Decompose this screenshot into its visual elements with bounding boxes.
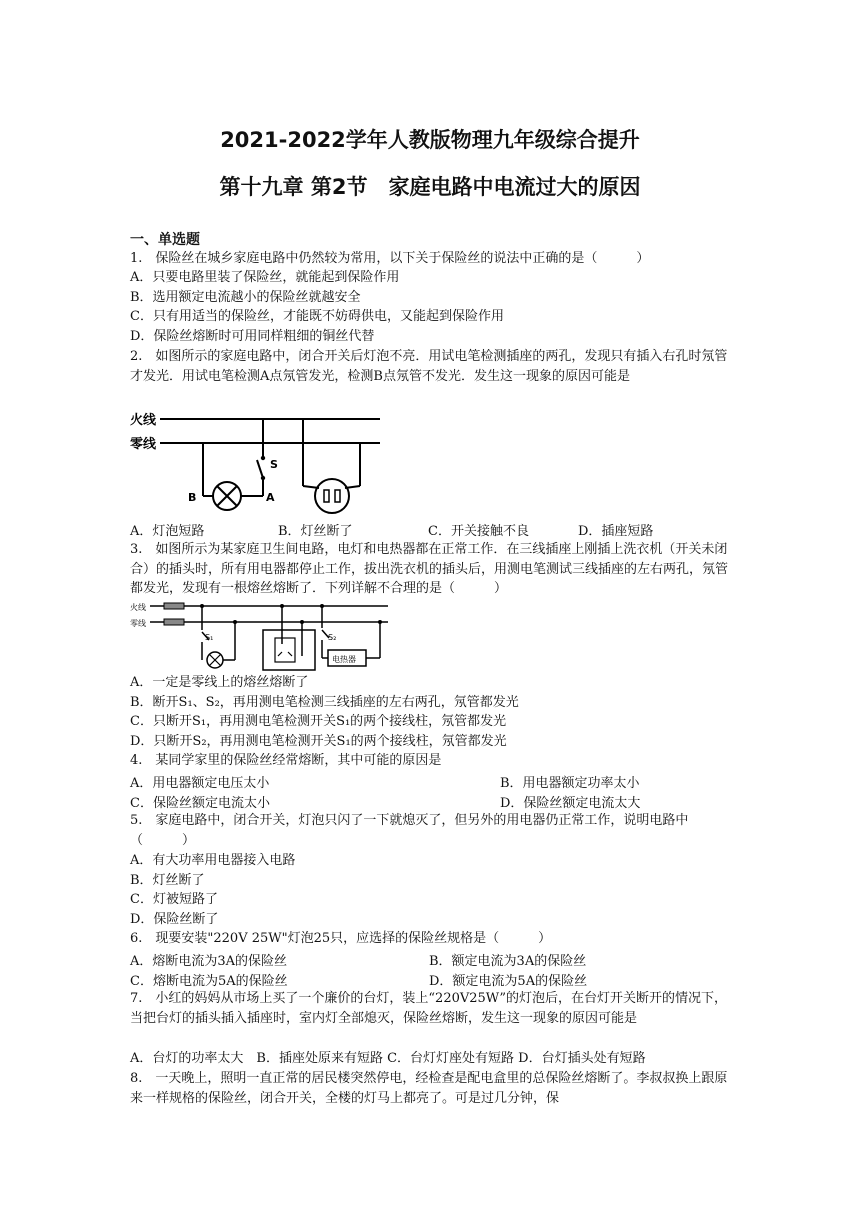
point-a-label: A (266, 491, 275, 504)
document-title: 2021-2022学年人教版物理九年级综合提升 (220, 128, 640, 152)
neutral-wire-label: 零线 (130, 437, 157, 452)
q6-stem: 6. 现要安装"220V 25W"灯泡25只，应选择的保险丝规格是（ ） (130, 931, 552, 946)
q5-option-a: A．有大功率用电器接入电路 (130, 853, 296, 868)
q3-option-c: C．只断开S₁，再用测电笔检测开关S₁的两个接线柱，氖管都发光 (130, 714, 507, 729)
q5-option-b: B．灯丝断了 (130, 873, 205, 888)
point-b-label: B (188, 491, 197, 504)
switch-s1-label: S₁ (205, 633, 214, 642)
q6-option-a: A．熔断电流为3A的保险丝 (130, 954, 288, 969)
q7-options: A．台灯的功率太大 B．插座处原来有短路 C．台灯灯座处有短路 D．台灯插头处有短路 (130, 1051, 646, 1066)
q5-stem: 5. 家庭电路中，闭合开关，灯泡只闪了一下就熄灭了，但另外的用电器仍正常工作，说明电路中（ ） (130, 813, 689, 848)
q3-stem: 3. 如图所示为某家庭卫生间电路，电灯和电热器都在正常工作．在三线插座上刚插上洗衣机（开关未闭合）的插头时，所有用电器都停止工作，拔出洗衣机的插头后，用测电笔测试三线插座的左右两孔，氖管都发光，发现有一根熔丝熔断了．下列详解不合理的是（ ） (130, 542, 729, 596)
q2-option-c: C．开关接触不良 (428, 524, 529, 539)
q2-stem: 2. 如图所示的家庭电路中，闭合开关后灯泡不亮．用试电笔检测插座的两孔，发现只有插入右孔时氖管才发光．用试电笔检测A点氖管发光，检测B点氖管不发光．发生这一现象的原因可能是 (130, 349, 728, 384)
q2-circuit-diagram (130, 408, 390, 516)
q1-option-d: D．保险丝熔断时可用同样粗细的铜丝代替 (130, 329, 375, 344)
q2-option-d: D．插座短路 (578, 524, 654, 539)
heater-label: 电热器 (332, 655, 356, 664)
live-wire-label: 火线 (130, 603, 146, 612)
section-heading: 一、单选题 (130, 232, 200, 248)
q2-option-b: B．灯丝断了 (278, 524, 353, 539)
q8-stem: 8. 一天晚上，照明一直正常的居民楼突然停电，经检查是配电盒里的总保险丝熔断了。李叔叔换上跟原来一样规格的保险丝，闭合开关，全楼的灯马上都亮了。可是过几分钟，保 (130, 1071, 728, 1106)
q1-stem: 1. 保险丝在城乡家庭电路中仍然较为常用，以下关于保险丝的说法中正确的是（ ） (130, 251, 650, 266)
q5-option-c: C．灯被短路了 (130, 892, 218, 907)
q6-option-d: D．额定电流为5A的保险丝 (429, 974, 588, 989)
q1-option-c: C．只有用适当的保险丝，才能既不妨碍供电，又能起到保险作用 (130, 309, 504, 324)
q3-option-d: D．只断开S₂，再用测电笔检测开关S₁的两个接线柱，氖管都发光 (130, 734, 507, 749)
fuse-icon (164, 619, 184, 625)
q2-option-a: A．灯泡短路 (130, 524, 205, 539)
q4-stem: 4. 某同学家里的保险丝经常熔断，其中可能的原因是 (130, 753, 442, 768)
q3-option-b: B．断开S₁、S₂，再用测电笔检测三线插座的左右两孔，氖管都发光 (130, 695, 519, 710)
q5-option-d: D．保险丝断了 (130, 912, 219, 927)
q6-option-c: C．熔断电流为5A的保险丝 (130, 974, 288, 989)
q2-options (130, 520, 653, 539)
q6-option-b: B．额定电流为3A的保险丝 (429, 954, 587, 969)
q4-option-a: A．用电器额定电压太小 (130, 776, 270, 791)
q3-circuit-diagram (130, 600, 392, 674)
q4-option-d: D．保险丝额定电流太大 (500, 796, 641, 811)
q3-option-a: A．一定是零线上的熔丝熔断了 (130, 675, 309, 690)
three-pin-socket-icon (263, 630, 315, 670)
switch-s2-label: S₂ (328, 633, 337, 642)
switch-label: S (270, 458, 278, 471)
chapter-subtitle: 第十九章 第2节 家庭电路中电流过大的原因 (219, 175, 641, 199)
q1-option-a: A．只要电路里装了保险丝，就能起到保险作用 (130, 270, 400, 285)
q4-option-b: B．用电器额定功率太小 (500, 776, 640, 791)
q1-option-b: B．选用额定电流越小的保险丝就越安全 (130, 290, 361, 305)
fuse-icon (164, 603, 184, 609)
q4-option-c: C．保险丝额定电流太小 (130, 796, 270, 811)
switch-icon (257, 460, 263, 478)
neutral-wire-label: 零线 (130, 619, 146, 628)
q7-stem: 7. 小红的妈妈从市场上买了一个廉价的台灯，装上“220V25W”的灯泡后，在台灯开关断开的情况下，当把台灯的插头插入插座时，室内灯全部熄灭，保险丝熔断，发生这一现象的原因可能是 (130, 991, 728, 1026)
socket-icon (315, 479, 349, 513)
live-wire-label: 火线 (130, 413, 157, 428)
